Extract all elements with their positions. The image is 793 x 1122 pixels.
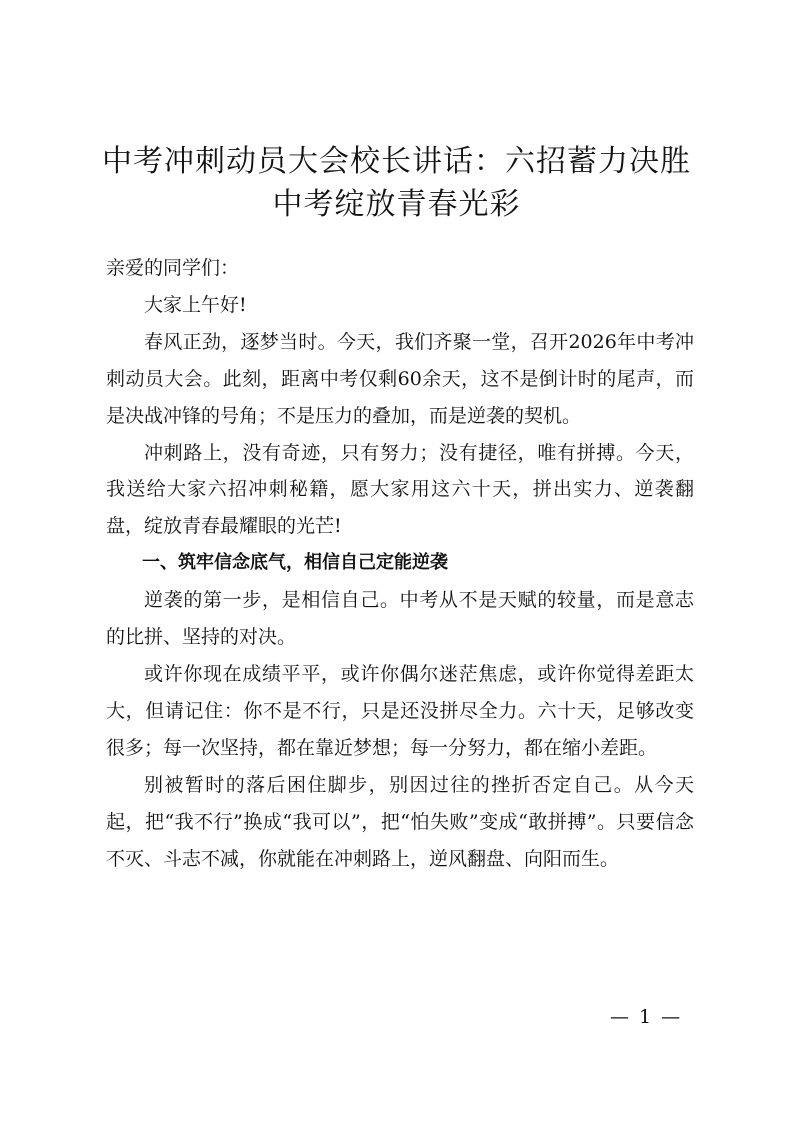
greeting: 大家上午好! — [144, 293, 247, 316]
document-title: 中考冲刺动员大会校长讲话：六招蓄力决胜中考绽放青春光彩 — [102, 144, 691, 222]
body-paragraph: 春风正劲，逐梦当时。今天，我们齐聚一堂，召开2026年中考冲刺动员大会。此刻，距离中考仅剩60余天，这不是倒计时的尾声，而是决战冲锋的号角；不是压力的叠加，而是逆袭的契机。 — [106, 330, 694, 427]
body-paragraph: 别被暂时的落后困住脚步，别因过往的挫折否定自己。从今天起，把“我不行”换成“我可以”，把“怕失败”变成“敢拼搏”。只要信念不灭、斗志不减，你就能在冲刺路上，逆风翻盘、向阳而生。 — [106, 773, 694, 870]
body-paragraph: 冲刺路上，没有奇迹，只有努力；没有捷径，唯有拼搏。今天，我送给大家六招冲刺秘籍，愿大家用这六十天，拼出实力、逆袭翻盘，绽放青春最耀眼的光芒! — [106, 441, 694, 538]
section-heading: 一、筑牢信念底气，相信自己定能逆袭 — [142, 552, 448, 574]
page-number: — 1 — — [610, 1006, 683, 1028]
body-paragraph: 逆袭的第一步，是相信自己。中考从不是天赋的较量，而是意志的比拼、坚持的对决。 — [106, 589, 694, 649]
document-body — [106, 250, 694, 877]
body-paragraph: 或许你现在成绩平平，或许你偶尔迷茫焦虑，或许你觉得差距太大，但请记住：你不是不行，只是还没拼尽全力。六十天，足够改变很多；每一次坚持，都在靠近梦想；每一分努力，都在缩小差距。 — [106, 662, 694, 759]
salutation: 亲爱的同学们： — [106, 257, 240, 279]
